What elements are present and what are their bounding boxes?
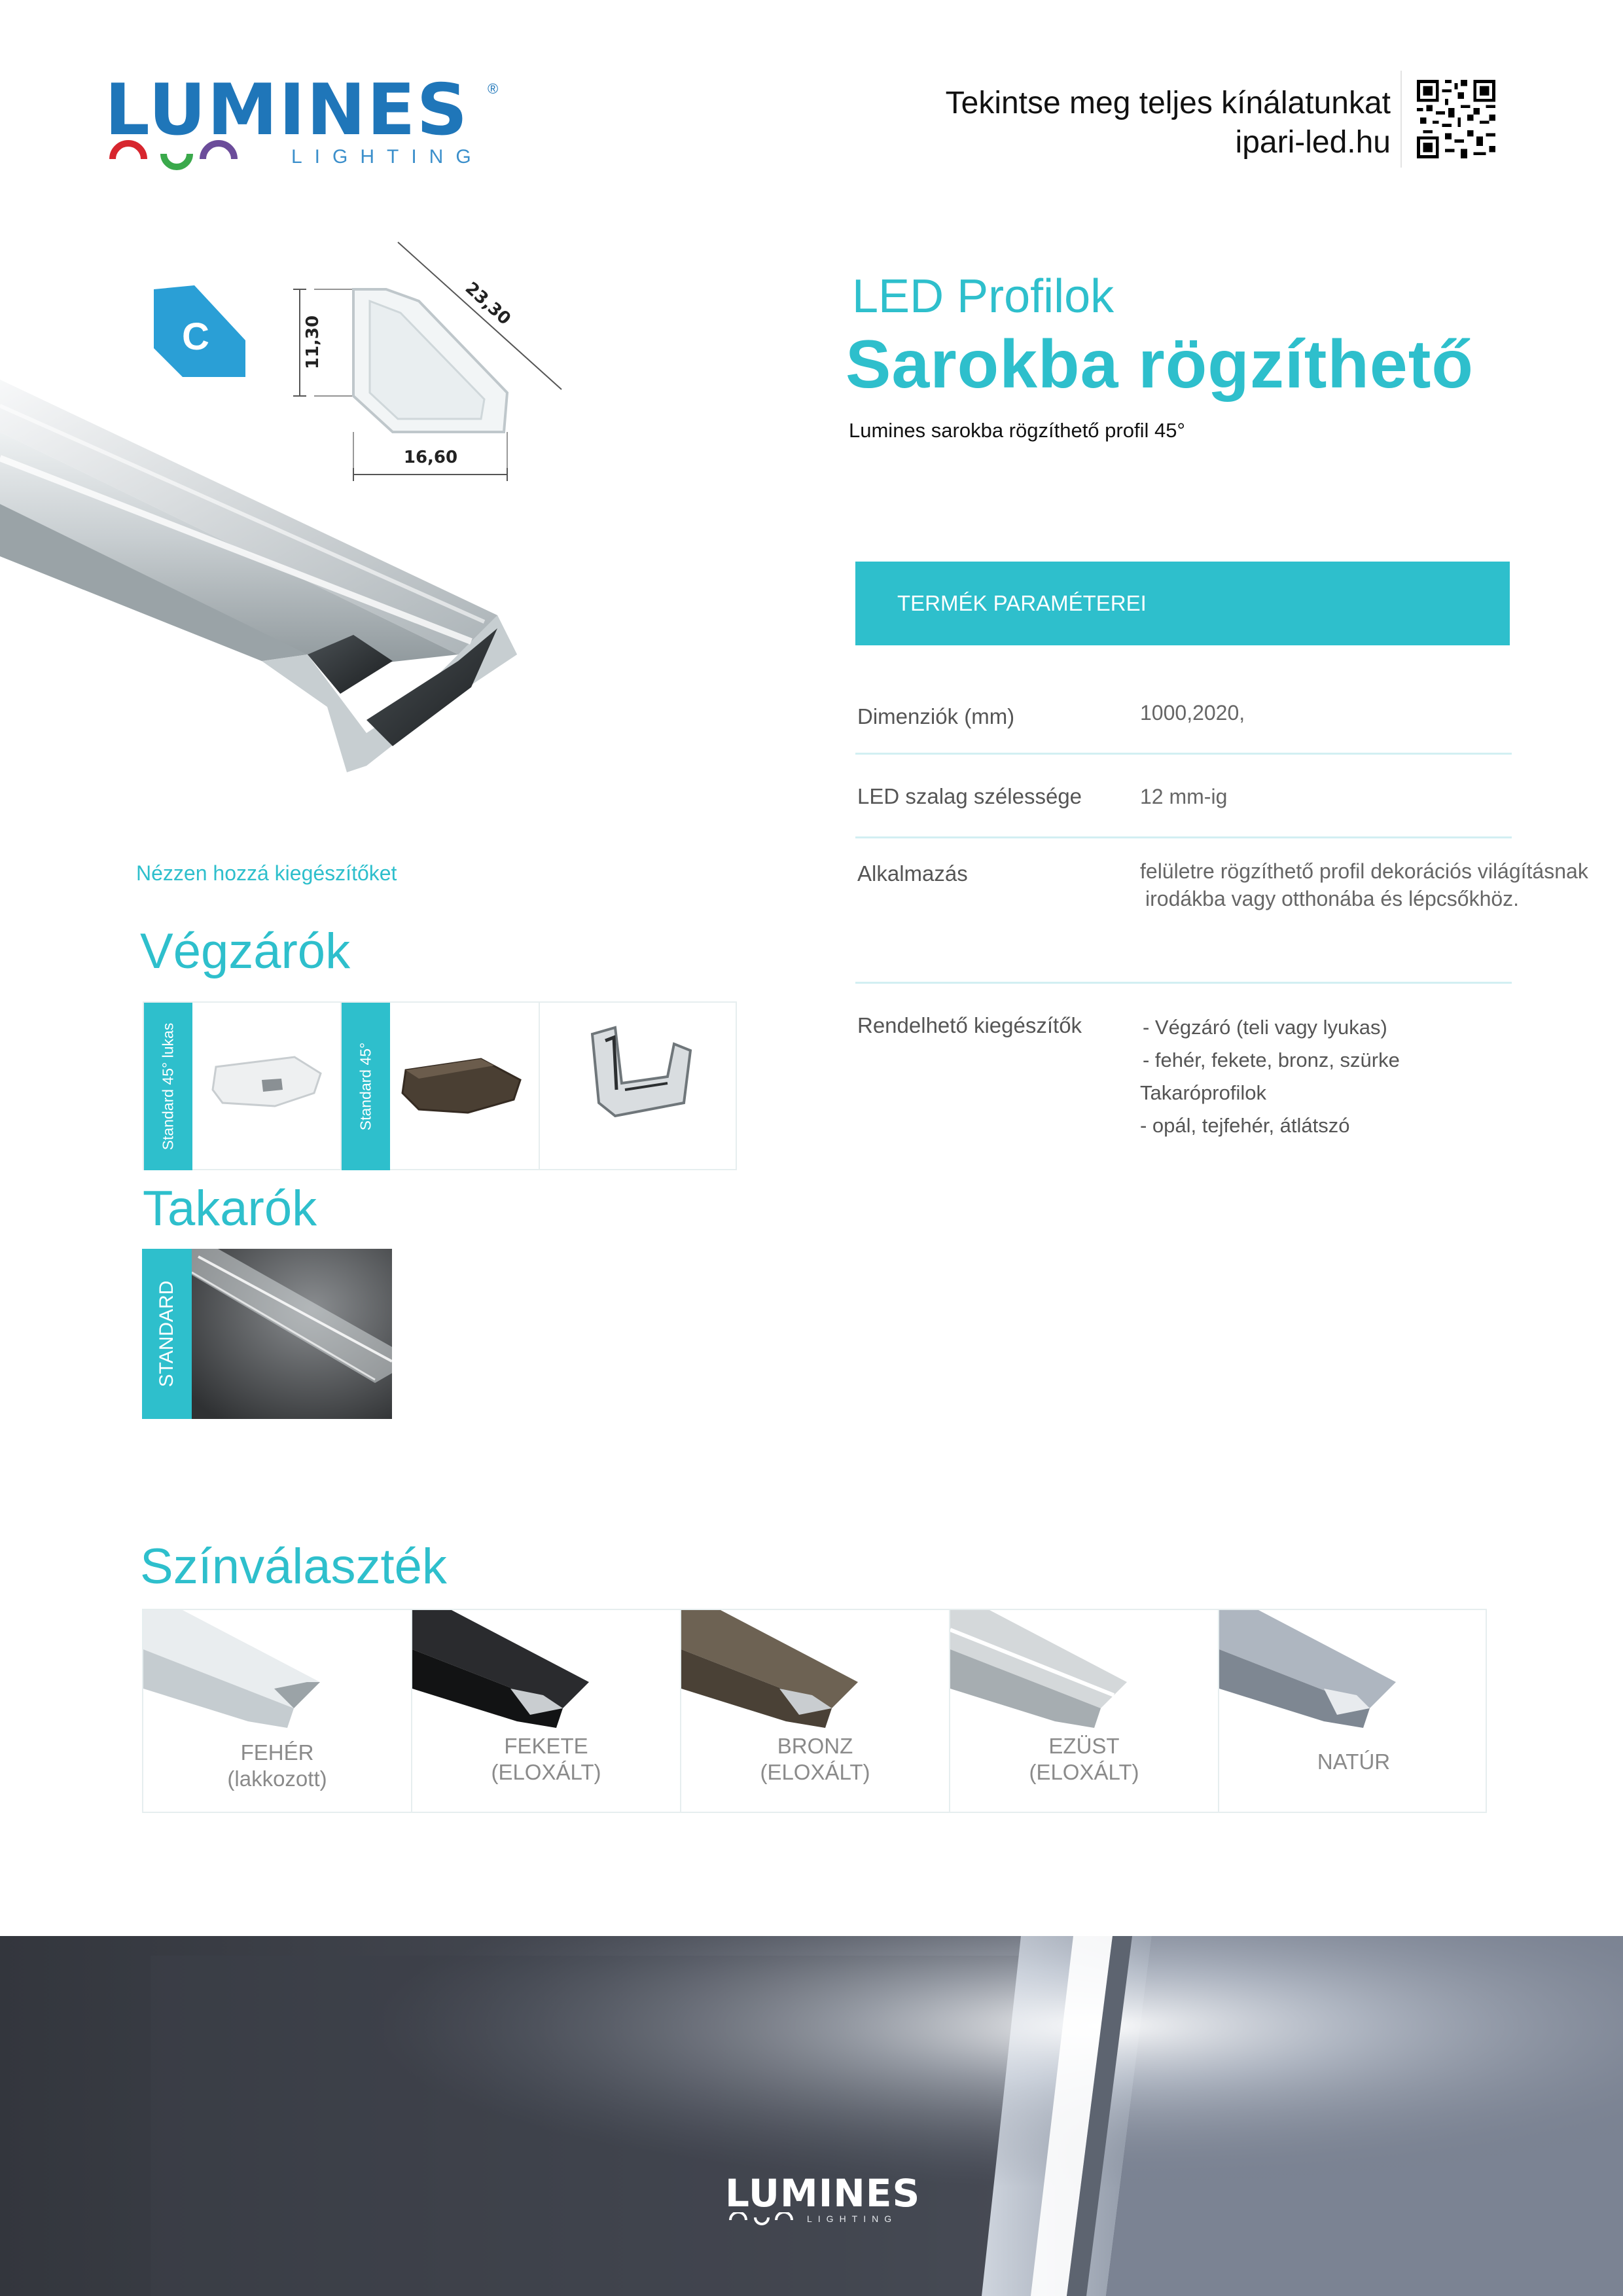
param-value-application: [1140, 857, 1588, 912]
footer-ambient-photo: [0, 1936, 1623, 2296]
color-swatches: [142, 1609, 1487, 1813]
badge-letter: C: [182, 315, 209, 358]
endcaps-title: Végzárók: [140, 924, 351, 979]
footer-logo-wordmark: LUMINES: [725, 2171, 921, 2215]
swatch-profile-image: [950, 1610, 1219, 1741]
swatch-finish: (ELOXÁLT): [491, 1760, 601, 1784]
swatch-white[interactable]: [143, 1610, 412, 1812]
profile-product-image: [0, 380, 524, 772]
param-label-dimensions: Dimenziók (mm): [857, 704, 1015, 728]
logo-subtitle: LIGHTING: [291, 146, 484, 168]
swatch-label: [681, 1733, 949, 1785]
swatch-name: NATÚR: [1317, 1749, 1391, 1774]
accessory-line: - fehér, fekete, bronz, szürke: [1143, 1049, 1400, 1071]
swatch-label: [143, 1740, 411, 1792]
swatch-silver[interactable]: [950, 1610, 1219, 1812]
endcap-tab-label: Standard 45°: [357, 1042, 374, 1131]
cover-tab-standard: [142, 1249, 192, 1419]
swatch-black[interactable]: [412, 1610, 681, 1812]
endcap-solid-image[interactable]: [396, 1021, 540, 1152]
application-line-1: felületre rögzíthető profil dekorációs világításnak: [1140, 859, 1588, 883]
profile-type-badge: [154, 285, 245, 377]
mounting-clip-image[interactable]: [576, 1018, 707, 1149]
covers-title: Takarók: [143, 1181, 317, 1236]
footer-logo-arcs-icon: [728, 2212, 800, 2227]
param-divider: [855, 982, 1512, 984]
registered-mark: ®: [488, 81, 499, 97]
accessory-line: - Végzáró (teli vagy lyukas): [1143, 1016, 1387, 1039]
param-value-strip-width: 12 mm-ig: [1140, 785, 1228, 808]
swatch-profile-image: [681, 1610, 950, 1741]
param-value-dimensions: 1000,2020,: [1140, 701, 1245, 725]
cover-tab-label: STANDARD: [156, 1280, 177, 1388]
param-label-accessories: Rendelhető kiegészítők: [857, 1013, 1082, 1037]
dim-diagonal: 23,30: [461, 278, 514, 329]
swatch-label: [1219, 1749, 1488, 1775]
application-line-2: irodákba vagy otthonába és lépcsőkhöz.: [1145, 887, 1520, 910]
swatch-name: FEHÉR: [240, 1740, 314, 1765]
swatch-bronze[interactable]: [681, 1610, 950, 1812]
swatch-profile-image: [412, 1610, 681, 1741]
accessory-line: - opál, tejfehér, átlátszó: [1140, 1114, 1350, 1137]
cell-divider: [539, 1003, 540, 1170]
swatch-label: [950, 1733, 1218, 1785]
endcap-tab-solid: [342, 1003, 390, 1170]
param-value-accessories: [1140, 1011, 1400, 1142]
category-title: LED Profilok: [852, 270, 1115, 323]
swatch-name: EZÜST: [1048, 1734, 1120, 1758]
param-label-application: Alkalmazás: [857, 861, 968, 886]
swatch-finish: (ELOXÁLT): [1029, 1760, 1139, 1784]
dim-height: 11,30: [303, 315, 323, 370]
cta-line-1: Tekintse meg teljes kínálatunkat: [945, 86, 1391, 120]
param-label-strip-width: LED szalag szélessége: [857, 784, 1082, 808]
logo-wordmark: LUMINES: [105, 69, 469, 151]
param-divider: [855, 836, 1512, 838]
logo-arcs-icon: [105, 139, 262, 179]
swatch-label: [412, 1733, 680, 1785]
catalog-cta[interactable]: [946, 84, 1391, 162]
cover-diffuser-image[interactable]: [192, 1249, 392, 1419]
swatch-name: FEKETE: [504, 1734, 588, 1758]
swatch-finish: (ELOXÁLT): [760, 1760, 870, 1784]
accessory-line: Takaróprofilok: [1140, 1081, 1266, 1104]
cta-website[interactable]: ipari-led.hu: [1235, 125, 1391, 160]
divider: [1400, 71, 1402, 168]
endcap-tab-perforated: [144, 1003, 192, 1170]
params-header: TERMÉK PARAMÉTEREI: [855, 562, 1510, 645]
colors-title: Színválaszték: [140, 1539, 447, 1594]
swatch-name: BRONZ: [777, 1734, 853, 1758]
accessories-link[interactable]: Nézzen hozzá kiegészítőket: [136, 861, 397, 885]
swatch-profile-image: [143, 1610, 412, 1741]
endcap-tab-label: Standard 45° lukas: [159, 1022, 177, 1151]
swatch-natural[interactable]: [1219, 1610, 1488, 1812]
endcap-perforated-image[interactable]: [196, 1021, 340, 1152]
footer-logo[interactable]: [725, 2171, 921, 2227]
page-title: Sarokba rögzíthető: [846, 327, 1474, 403]
swatch-finish: (lakkozott): [227, 1767, 327, 1791]
product-subtitle: Lumines sarokba rögzíthető profil 45°: [849, 419, 1185, 442]
swatch-profile-image: [1219, 1610, 1488, 1741]
footer-logo-subtitle: LIGHTING: [807, 2214, 898, 2224]
brand-logo[interactable]: [105, 69, 510, 173]
param-divider: [855, 753, 1512, 755]
dim-width: 16,60: [403, 448, 458, 467]
qr-code-icon[interactable]: [1417, 80, 1495, 158]
